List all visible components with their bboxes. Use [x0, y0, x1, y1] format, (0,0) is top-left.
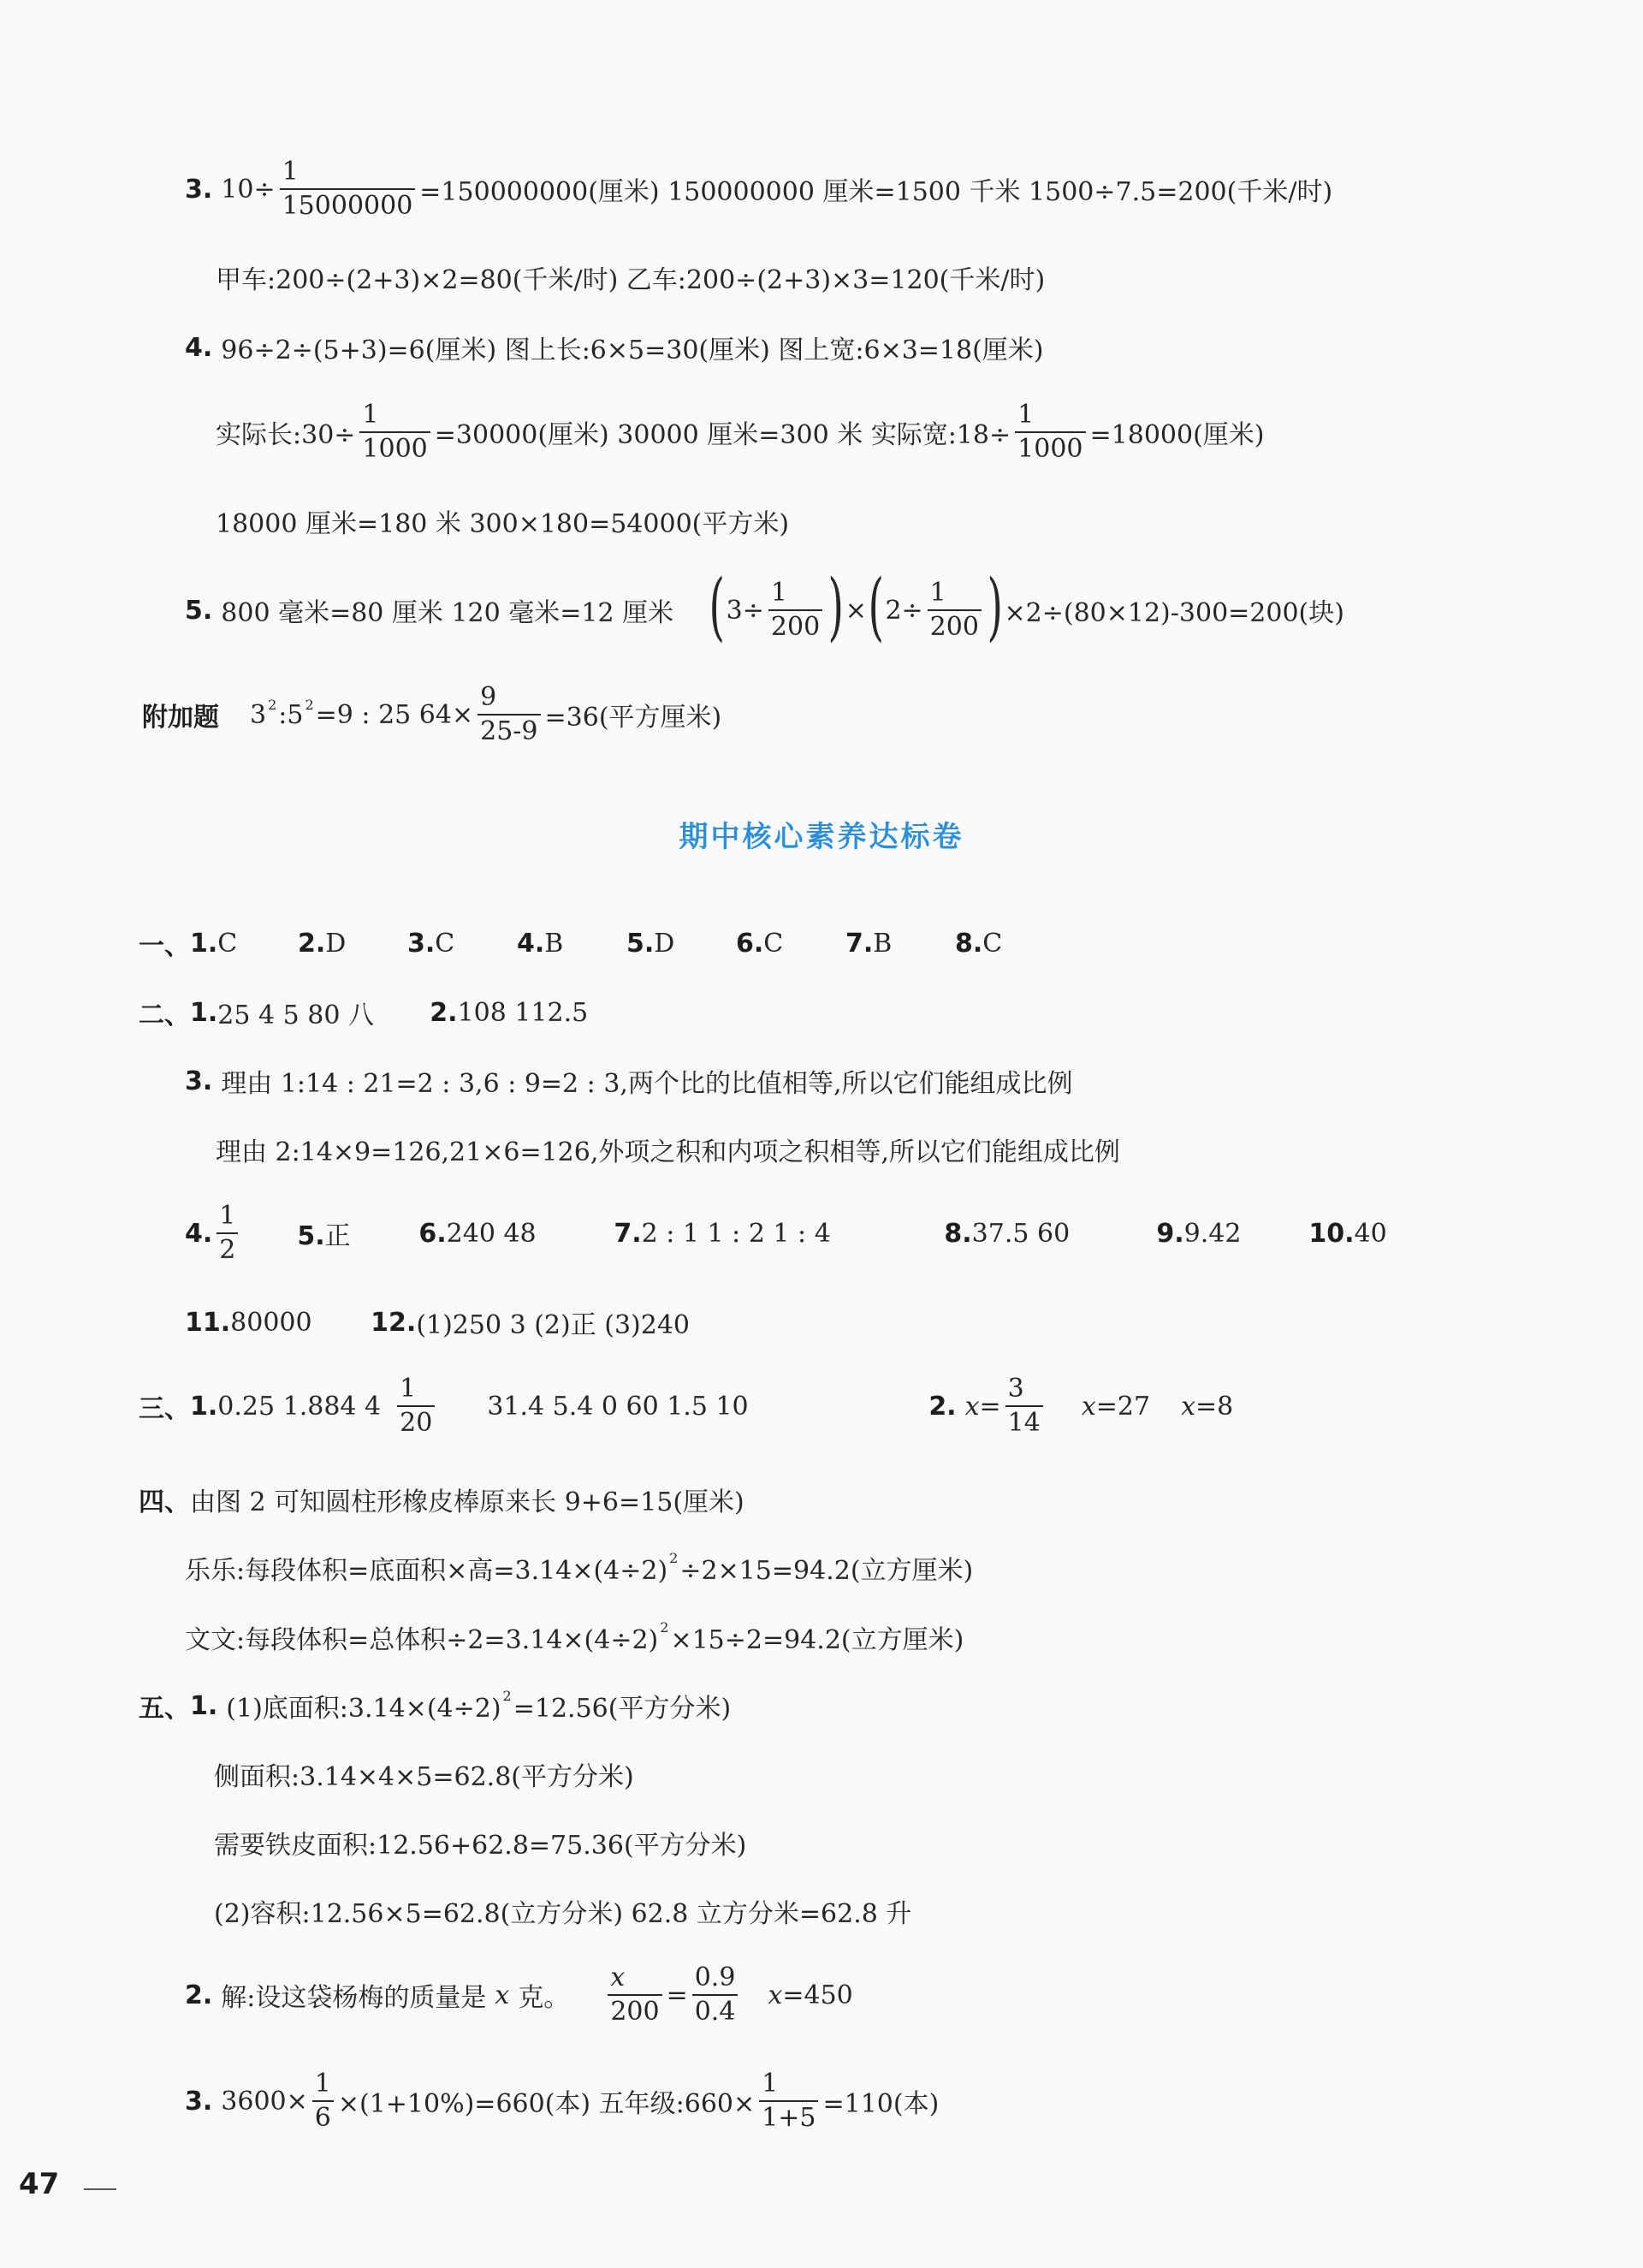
item-answer: 正	[324, 1221, 351, 1251]
page-number: 47	[19, 2167, 60, 2201]
part2-q4-number: 4.	[185, 1218, 213, 1249]
q4-line3-text: 18000 厘米=180 米 300×180=54000(平方米)	[216, 509, 790, 539]
part1-item-2	[298, 929, 407, 959]
item-number: 2.	[298, 928, 326, 959]
part2-q4-fraction-num: 1	[219, 1201, 236, 1231]
extra-question	[142, 681, 721, 748]
item-answer: B	[873, 928, 893, 959]
q4-fraction-1-num: 1	[362, 400, 379, 430]
q5-paren-close-2: )	[987, 564, 1003, 650]
extra-label: 附加题	[142, 703, 219, 733]
part4-line1-text: 由图 2 可知圆柱形橡皮棒原来长 9+6=15(厘米)	[190, 1487, 744, 1517]
item-answer: 240 48	[446, 1218, 537, 1249]
q3-fraction-num: 1	[282, 157, 299, 187]
q5-fraction-2	[928, 577, 982, 644]
part2-q12-answer: (1)250 3 (2)正 (3)240	[416, 1310, 691, 1340]
part5-q3-c: =110(本)	[822, 2089, 940, 2119]
part5-q2-fraction-2	[692, 1962, 738, 2028]
item-answer: 9.42	[1183, 1218, 1242, 1249]
item-answer: B	[544, 928, 564, 959]
item-number: 10.	[1308, 1218, 1355, 1249]
part5-q1-l4-text: (2)容积:12.56×5=62.8(立方分米) 62.8 立方分米=62.8 升	[214, 1899, 912, 1929]
part2-row5	[185, 1303, 690, 1341]
part1-item-8	[955, 929, 1002, 959]
part2-q4-fraction	[216, 1200, 238, 1267]
item-number: 8.	[955, 928, 983, 959]
part5-q2-b: 克。	[518, 1983, 570, 2013]
part1-item-5	[626, 929, 736, 959]
item-answer: C	[763, 928, 784, 959]
q5-fraction-1	[768, 577, 822, 644]
extra-fraction-num: 9	[480, 682, 497, 712]
part5-q3-fraction-1	[312, 2068, 334, 2134]
part5-q2-line	[185, 1962, 853, 2028]
section-title: 期中核心素养达标卷	[679, 820, 964, 854]
q4-line1	[185, 329, 1044, 366]
part2-q11-answer: 80000	[230, 1307, 312, 1338]
part3-q2-number: 2.	[928, 1391, 957, 1422]
item-number: 4.	[517, 928, 545, 959]
extra-base1: 3	[250, 699, 267, 730]
part3-q2-b-val: =27	[1095, 1391, 1151, 1422]
part5-q1-l1-exp: 2	[502, 1687, 512, 1704]
part3-q1-fraction	[397, 1373, 435, 1440]
part4-line2-exp: 2	[669, 1549, 679, 1566]
q5-text-a: 800 毫米=80 厘米 120 毫米=12 厘米	[221, 598, 674, 628]
extra-rest: =9 : 25 64×	[315, 699, 474, 730]
q3-fraction-den: 15000000	[280, 188, 416, 223]
item-answer: C	[217, 928, 238, 959]
extra-tail: =36(平方厘米)	[544, 703, 722, 733]
q3-text-b: =150000000(厘米) 150000000 厘米=1500 千米 1500÷7.5=200(千米/时)	[419, 177, 1333, 207]
part1-label: 一、	[139, 931, 190, 961]
part3-q1-fraction-den: 20	[397, 1405, 435, 1440]
part2-q2-answer: 108 112.5	[457, 997, 589, 1028]
part4-line3-exp: 2	[660, 1618, 669, 1636]
part5-q3-fraction-2-den: 1+5	[759, 2100, 818, 2134]
part5-q2-fraction-1-den: 200	[608, 1994, 661, 2028]
part3-q1-a: 0.25 1.884 4	[217, 1391, 382, 1422]
part3-q2-c-val: =8	[1195, 1391, 1234, 1422]
part2-q3-line2	[216, 1131, 1120, 1168]
part2-row4	[185, 1200, 1387, 1267]
part3-q1-b: 31.4 5.4 0 60 1.5 10	[487, 1391, 749, 1422]
q5-fraction-1-num: 1	[770, 578, 787, 608]
q4-fraction-2-den: 1000	[1015, 431, 1085, 466]
part2-q3-line1	[185, 1062, 1072, 1100]
q4-line2-b: =30000(厘米) 30000 厘米=300 米 实际宽:18÷	[434, 420, 1011, 450]
item-number: 1.	[190, 928, 218, 959]
part4-line1	[139, 1481, 744, 1518]
part5-q2-fraction-2-den: 0.4	[692, 1994, 738, 2028]
part5-label: 五、	[139, 1694, 190, 1724]
part2-q1-answer: 25 4 5 80 八	[217, 1000, 374, 1030]
q4-line3	[216, 502, 789, 540]
part5-q1-l1-a: (1)底面积:3.14×(4÷2)	[226, 1694, 501, 1724]
q5-fraction-1-den: 200	[768, 609, 822, 644]
page-number-rule	[84, 2188, 116, 2190]
q5-text-b: 3÷	[726, 595, 764, 626]
part2-q6	[418, 1219, 614, 1249]
item-answer: C	[982, 928, 1003, 959]
item-answer: D	[325, 928, 347, 959]
part5-q1-line3	[214, 1824, 746, 1861]
item-answer: D	[654, 928, 675, 959]
part4-label: 四、	[139, 1487, 190, 1517]
item-number: 7.	[845, 928, 874, 959]
part2-q1-number: 1.	[190, 997, 218, 1028]
part3-q2-fraction-num: 3	[1007, 1374, 1024, 1404]
item-answer: 37.5 60	[971, 1218, 1071, 1249]
part3-q1-fraction-num: 1	[400, 1374, 417, 1404]
part5-q3-fraction-1-den: 6	[312, 2100, 334, 2134]
part5-q2-fraction-1-num: x	[610, 1962, 626, 1992]
part2-q7	[614, 1219, 944, 1249]
part2-q5	[297, 1214, 418, 1252]
part5-q2-c: =450	[782, 1980, 853, 2010]
part1-item-6	[736, 929, 845, 959]
part3-label: 三、	[139, 1394, 190, 1424]
q4-line2-c: =18000(厘米)	[1089, 420, 1265, 450]
part1-row	[139, 924, 1002, 962]
part5-q2-a: 解:设这袋杨梅的质量是	[221, 1983, 487, 2013]
q5-number: 5.	[185, 595, 213, 626]
part5-q3-fraction-2-num: 1	[762, 2069, 779, 2099]
q4-fraction-2	[1015, 399, 1085, 466]
q5-fraction-2-den: 200	[928, 609, 982, 644]
part1-item-7	[845, 929, 955, 959]
part5-q1-line2	[214, 1755, 634, 1793]
item-number: 3.	[407, 928, 436, 959]
q3-line2	[216, 258, 1045, 296]
part5-q1-l2-text: 侧面积:3.14×4×5=62.8(平方分米)	[214, 1762, 634, 1792]
part3-q2-x: x	[964, 1391, 980, 1422]
q5-paren-close-1: )	[827, 564, 845, 650]
part3-row	[139, 1373, 1233, 1440]
q5-fraction-2-num: 1	[929, 578, 946, 608]
part2-q10	[1308, 1219, 1386, 1249]
part2-q8	[944, 1219, 1156, 1249]
q3-text-a: 10÷	[221, 174, 276, 205]
item-number: 5.	[297, 1221, 325, 1251]
part2-q3-text1: 理由 1:14 : 21=2 : 3,6 : 9=2 : 3,两个比的比值相等,所以它们能组成比例	[221, 1069, 1073, 1099]
part4-line3	[185, 1618, 964, 1656]
extra-fraction-den: 25-9	[477, 714, 540, 748]
part3-q1-number: 1.	[190, 1391, 218, 1422]
part5-q2-fraction-2-num: 0.9	[694, 1962, 736, 1992]
part5-q1-l1-b: =12.56(平方分米)	[513, 1694, 732, 1724]
part2-row1	[139, 994, 588, 1031]
part2-q3-text2: 理由 2:14×9=126,21×6=126,外项之积和内项之积相等,所以它们能组成比例	[216, 1137, 1120, 1167]
extra-exp2: 2	[305, 696, 314, 713]
extra-fraction	[477, 681, 540, 748]
item-answer: 40	[1354, 1218, 1387, 1249]
item-number: 8.	[944, 1218, 972, 1249]
part5-q2-x: x	[495, 1980, 510, 2010]
q5-text-c: ×	[845, 595, 867, 626]
part3-q2-eq: =	[979, 1391, 1001, 1422]
q5-paren-open-2: (	[868, 564, 884, 650]
part5-q2-eq: =	[666, 1980, 688, 2010]
part2-q4-fraction-den: 2	[216, 1232, 238, 1267]
part4-line3-b: ×15÷2=94.2(立方厘米)	[670, 1625, 964, 1655]
part5-q1-number: 1.	[190, 1690, 218, 1721]
q5-text-e: ×2÷(80×12)-300=200(块)	[1004, 598, 1344, 628]
part5-q3-number: 3.	[185, 2086, 213, 2117]
item-number: 6.	[736, 928, 764, 959]
q5-paren-open-1: (	[709, 564, 726, 650]
q4-fraction-1	[359, 399, 430, 466]
part2-q3-number: 3.	[185, 1066, 213, 1096]
part3-q2-fraction-den: 14	[1005, 1405, 1043, 1440]
part2-label: 二、	[139, 1000, 190, 1030]
part2-q11-number: 11.	[185, 1307, 231, 1338]
part3-q2-fraction	[1005, 1373, 1043, 1440]
extra-colon: :	[278, 699, 288, 730]
part5-q3-fraction-1-num: 1	[314, 2069, 331, 2099]
part2-q12-number: 12.	[371, 1307, 417, 1338]
part5-q3-b: ×(1+10%)=660(本) 五年级:660×	[337, 2089, 756, 2119]
part5-q3-fraction-2	[759, 2068, 818, 2134]
q4-line1-text: 96÷2÷(5+3)=6(厘米) 图上长:6×5=30(厘米) 图上宽:6×3=18(厘米)	[221, 335, 1044, 365]
part4-line2	[185, 1549, 973, 1587]
item-number: 6.	[418, 1218, 447, 1249]
part4-line2-a: 乐乐:每段体积=底面积×高=3.14×(4÷2)	[185, 1556, 668, 1586]
part3-q2-c-x: x	[1181, 1391, 1195, 1422]
q4-line2	[216, 399, 1265, 466]
part5-q1-l3-text: 需要铁皮面积:12.56+62.8=75.36(平方分米)	[214, 1831, 747, 1861]
q3-line2-text: 甲车:200÷(2+3)×2=80(千米/时) 乙车:200÷(2+3)×3=120(千米/时)	[216, 265, 1046, 295]
part1-item-4	[517, 929, 626, 959]
part2-q2-number: 2.	[430, 997, 458, 1028]
part4-line2-b: ÷2×15=94.2(立方厘米)	[679, 1556, 974, 1586]
q5-text-d: 2÷	[885, 595, 923, 626]
q3-fraction	[280, 156, 416, 223]
part2-q9	[1156, 1219, 1308, 1249]
q4-number: 4.	[185, 332, 213, 363]
part1-item-3	[407, 929, 517, 959]
item-number: 7.	[614, 1218, 642, 1249]
part5-q3-line	[185, 2068, 939, 2134]
part5-q3-a: 3600×	[221, 2086, 308, 2117]
q3-number: 3.	[185, 174, 213, 205]
q4-fraction-1-den: 1000	[359, 431, 430, 466]
item-answer: 2 : 1 1 : 2 1 : 4	[641, 1218, 831, 1249]
part5-q2-c-x: x	[768, 1980, 783, 2010]
part1-item-1	[190, 929, 265, 959]
q5-line	[185, 564, 1344, 650]
part3-q2-b-x: x	[1081, 1391, 1096, 1422]
q3-line1	[185, 156, 1332, 223]
part4-line3-a: 文文:每段体积=总体积÷2=3.14×(4÷2)	[185, 1625, 659, 1655]
part5-q2-number: 2.	[185, 1980, 213, 2010]
part5-q2-fraction-1	[608, 1962, 661, 2028]
part5-q1-line1	[139, 1687, 731, 1725]
extra-base2: 5	[287, 699, 304, 730]
item-number: 9.	[1156, 1218, 1184, 1249]
q4-fraction-2-num: 1	[1017, 400, 1035, 430]
item-answer: C	[435, 928, 455, 959]
extra-exp1: 2	[268, 696, 277, 713]
part5-q1-line4	[214, 1892, 911, 1930]
q4-line2-a: 实际长:30÷	[216, 420, 356, 450]
item-number: 5.	[626, 928, 655, 959]
